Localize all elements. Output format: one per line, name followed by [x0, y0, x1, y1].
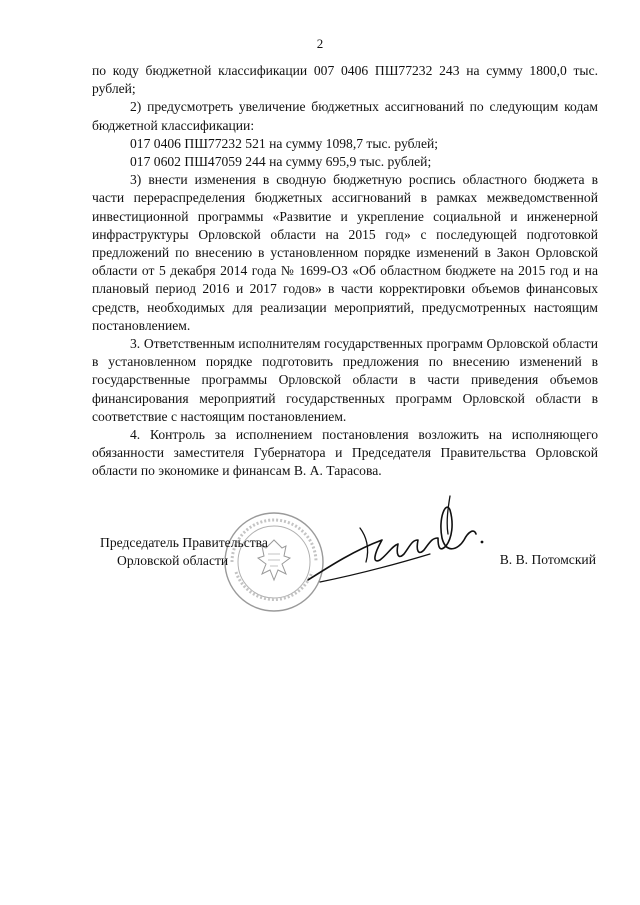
paragraph-code-1098: 017 0406 ПШ77232 521 на сумму 1098,7 тыс. рублей;: [130, 135, 439, 151]
signatory-title-line-1: Председатель Правительства: [100, 535, 268, 550]
paragraph-section-3-executors: 3. Ответственным исполнителям государственных программ Орловской области в установленном порядке подготовить предложения по внесению изменений в государственные программы Орловской области в части приведения объемов финансирования мероприятий государственных программ Орловской области в соответствие с настоящим постановлением.: [92, 336, 598, 424]
page-number: 2: [316, 36, 324, 51]
paragraph-item-3-budget-changes: 3) внести изменения в сводную бюджетную роспись областного бюджета в части перераспределения бюджетных ассигнований в рамках межведомственной инвестиционной программы «Развитие и укрепление социальной и инженерной инфраструктуры Орловской области на 2015 год» с последующей подготовкой предложений по внесению в установленном порядке изменений в Закон Орловской области от 5 декабря 2014 года № 1699-ОЗ «Об областном бюджете на 2015 год и на плановый период 2016 и 2017 годов» в части корректировки объемов финансовых средств, необходимых для реализации мероприятий, предусмотренных настоящим постановлением.: [92, 172, 598, 333]
handwritten-signature: [300, 488, 490, 598]
signatory-title-line-2: Орловской области: [117, 553, 229, 569]
paragraph-budget-code-1800: по коду бюджетной классификации 007 0406 ПШ77232 243 на сумму 1800,0 тыс. рублей;: [92, 63, 598, 97]
paragraph-item-2-increase: 2) предусмотреть увеличение бюджетных ассигнований по следующим кодам бюджетной классификации:: [92, 99, 598, 133]
document-body: [92, 62, 598, 481]
signature-block: [0, 534, 640, 644]
paragraph-section-4-control: 4. Контроль за исполнением постановления возложить на исполняющего обязанности заместителя Губернатора и Председателя Правительства Орловской области по экономике и финансам В. А. Тарасова.: [92, 427, 598, 479]
paragraph-code-695: 017 0602 ПШ47059 244 на сумму 695,9 тыс. рублей;: [130, 154, 432, 170]
signatory-title: [100, 534, 268, 570]
signatory-name: В. В. Потомский: [499, 552, 596, 567]
